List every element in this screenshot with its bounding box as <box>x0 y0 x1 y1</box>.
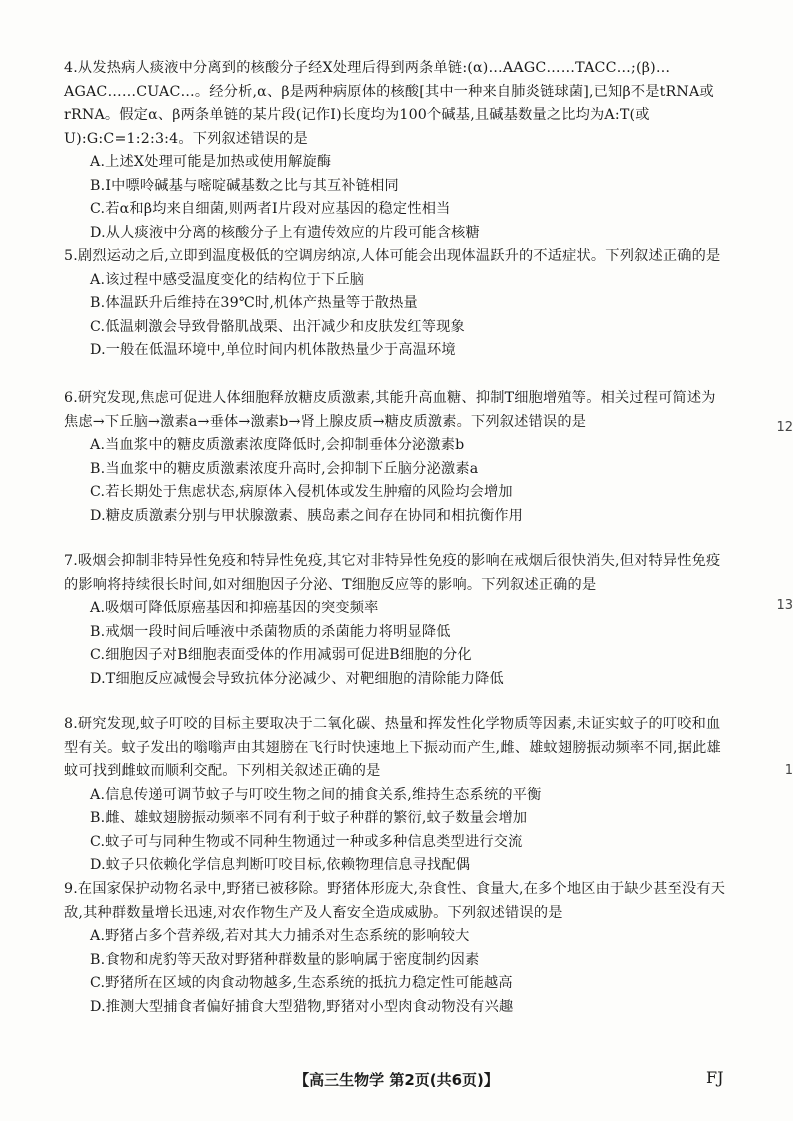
paper-code: FJ <box>706 1068 724 1087</box>
question-stem: 6.研究发现,焦虑可促进人体细胞释放糖皮质激素,其能升高血糖、抑制T细胞增殖等。相关过程可简述为 焦虑→下丘脑→激素a→垂体→激素b→肾上腺皮质→糖皮质激素。下列叙述错误的是 <box>64 390 716 430</box>
option-b: B.体温跃升后维持在39℃时,机体产热量等于散热量 <box>90 295 418 311</box>
option-c: C.若长期处于焦虑状态,病原体入侵机体或发生肿瘤的风险均会增加 <box>90 484 513 500</box>
question-stem: 9.在国家保护动物名录中,野猪已被移除。野猪体形庞大,杂食性、食量大,在多个地区由于缺少甚至没有天敌,其种群数量增长迅速,对农作物生产及人畜安全造成威胁。下列叙述错误的是 <box>64 881 726 921</box>
option-c: C.野猪所在区域的肉食动物越多,生态系统的抵抗力稳定性可能越高 <box>90 975 513 991</box>
option-a: A.野猪占多个营养级,若对其大力捕杀对生态系统的影响较大 <box>90 928 470 944</box>
option-a: A.当血浆中的糖皮质激素浓度降低时,会抑制垂体分泌激素b <box>90 437 465 453</box>
question-stem: 5.剧烈运动之后,立即到温度极低的空调房纳凉,人体可能会出现体温跃升的不适症状。下列叙述正确的是 <box>64 248 721 264</box>
option-d: D.蚊子只依赖化学信息判断叮咬目标,依赖物理信息寻找配偶 <box>90 857 471 873</box>
option-c: C.蚊子可与同种生物或不同种生物通过一种或多种信息类型进行交流 <box>90 833 523 850</box>
margin-mark: 13 <box>776 598 793 613</box>
option-a: A.吸烟可降低原癌基因和抑癌基因的突变频率 <box>90 600 379 616</box>
question-stem: 7.吸烟会抑制非特异性免疫和特异性免疫,其它对非特异性免疫的影响在戒烟后很快消失,但对特异性免疫的影响将持续很长时间,如对细胞因子分泌、T细胞反应等的影响。下列叙述正确的是 <box>64 553 721 593</box>
question-4 <box>64 57 734 245</box>
option-a: A.上述X处理可能是加热或使用解旋酶 <box>90 154 332 170</box>
question-9 <box>64 878 734 1019</box>
page-footer: 【高三生物学 第2页(共6页)】 <box>294 1071 499 1089</box>
question-5 <box>64 245 734 363</box>
question-6 <box>64 387 734 528</box>
option-d: D.T细胞反应减慢会导致抗体分泌减少、对靶细胞的清除能力降低 <box>90 670 504 687</box>
margin-mark: 12 <box>776 420 793 435</box>
option-c: C.低温刺激会导致骨骼肌战栗、出汗减少和皮肤发红等现象 <box>90 318 465 335</box>
question-7 <box>64 550 734 691</box>
option-c: C.细胞因子对B细胞表面受体的作用减弱可促进B细胞的分化 <box>90 647 472 663</box>
option-b: B.当血浆中的糖皮质激素浓度升高时,会抑制下丘脑分泌激素a <box>90 460 479 477</box>
option-b: B.戒烟一段时间后唾液中杀菌物质的杀菌能力将明显降低 <box>90 623 451 640</box>
option-d: D.糖皮质激素分别与甲状腺激素、胰岛素之间存在协同和相抗衡作用 <box>90 507 524 524</box>
option-d: D.从人痰液中分离的核酸分子上有遗传效应的片段可能含核糖 <box>90 224 480 241</box>
margin-mark: 1 <box>784 763 793 778</box>
option-c: C.若α和β均来自细菌,则两者Ⅰ片段对应基因的稳定性相当 <box>90 201 451 217</box>
option-a: A.信息传递可调节蚊子与叮咬生物之间的捕食关系,维持生态系统的平衡 <box>90 786 542 803</box>
question-stem: 8.研究发现,蚊子叮咬的目标主要取决于二氧化碳、热量和挥发性化学物质等因素,未证实蚊子的叮咬和血型有关。蚊子发出的嗡嗡声由其翅膀在飞行时快速地上下振动而产生,雌、雄蚊翅膀振动频率不同,据此雄蚊可找到雌蚊而顺利交配。下列相关叙述正确的是 <box>64 716 721 779</box>
question-8 <box>64 713 734 878</box>
option-a: A.该过程中感受温度变化的结构位于下丘脑 <box>90 271 365 288</box>
option-d: D.推测大型捕食者偏好捕食大型猎物,野猪对小型肉食动物没有兴趣 <box>90 998 514 1015</box>
option-b: B.Ⅰ中嘌呤碱基与嘧啶碱基数之比与其互补链相同 <box>90 177 399 194</box>
option-b: B.雌、雄蚊翅膀振动频率不同有利于蚊子种群的繁衍,蚊子数量会增加 <box>90 810 528 826</box>
question-stem: 4.从发热病人痰液中分离到的核酸分子经X处理后得到两条单链:(α)…AAGC……TACC…;(β)…AGAC……CUAC…。经分析,α、β是两种病原体的核酸[其中一种来自肺炎链球菌],已知β不是tRNA或rRNA。假定α、β两条单链的某片段(记作Ⅰ)长度均为100个碱基,且碱基数量之比均为A:T(或U):G:C=1:2:3:4。下列叙述错误的是 <box>64 60 714 147</box>
option-d: D.一般在低温环境中,单位时间内机体散热量少于高温环境 <box>90 342 456 358</box>
option-b: B.食物和虎豹等天敌对野猪种群数量的影响属于密度制约因素 <box>90 951 480 968</box>
